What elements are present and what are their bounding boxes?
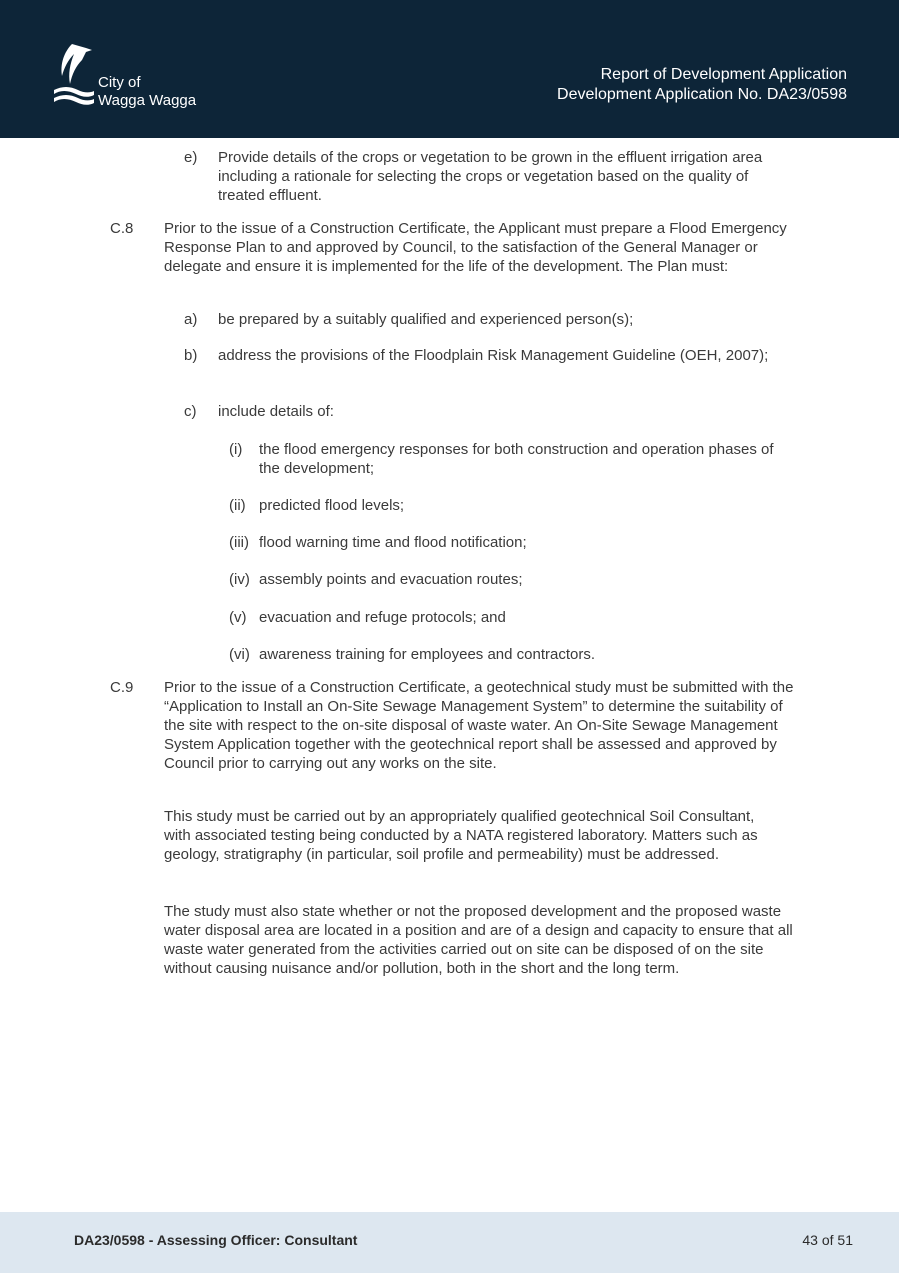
page-header <box>0 0 899 138</box>
list-marker: a) <box>184 311 198 328</box>
condition-text: Prior to the issue of a Construction Certificate, the Applicant must prepare a Flood Emergency Response Plan to and approved by Council, to the satisfaction of the General Manager or delegate and ensure it is implemented for the life of the development. The Plan must: <box>164 220 787 275</box>
condition-number: C.8 <box>110 220 134 237</box>
condition-number: C.9 <box>110 679 134 696</box>
sub-list-marker: (ii) <box>229 497 246 514</box>
page-number: 43 of 51 <box>802 1232 853 1248</box>
paragraph: The study must also state whether or not the proposed development and the proposed waste water disposal area are located in a position and are of a design and capacity to ensure that all waste water generated from the activities carried out on site can be disposed of on the site without causing nuisance and/or pollution, both in the short and the long term. <box>164 903 793 977</box>
page-footer <box>0 1212 899 1273</box>
paragraph: This study must be carried out by an appropriately qualified geotechnical Soil Consultant, with associated testing being conducted by a NATA registered laboratory. Matters such as geology, stratigraphy (in particular, soil profile and permeability) must be addressed. <box>164 808 758 863</box>
sub-list-marker: (i) <box>229 441 243 458</box>
condition-text: Prior to the issue of a Construction Certificate, a geotechnical study must be submitted with the “Application to Install an On-Site Sewage Management System” to determine the suitability of the site with respect to the on-site disposal of waste water. An On-Site Sewage Management System Application together with the geotechnical report shall be assessed and approved by Council prior to carrying out any works on the site. <box>164 679 794 772</box>
list-item-text: address the provisions of the Floodplain Risk Management Guideline (OEH, 2007); <box>218 347 769 364</box>
sub-list-item-text: flood warning time and flood notification; <box>259 534 527 551</box>
crow-logo-icon <box>52 42 94 108</box>
list-marker: e) <box>184 149 198 166</box>
logo-line-1: City of <box>98 74 141 91</box>
application-number: Development Application No. DA23/0598 <box>557 86 847 103</box>
sub-list-marker: (iii) <box>229 534 249 551</box>
list-item-text: include details of: <box>218 403 334 420</box>
list-marker: b) <box>184 347 198 364</box>
council-logo <box>52 42 222 112</box>
sub-list-item-text: awareness training for employees and contractors. <box>259 646 596 663</box>
sub-list-item-text: predicted flood levels; <box>259 497 405 514</box>
footer-reference: DA23/0598 - Assessing Officer: Consultant <box>74 1232 358 1248</box>
sub-list-item-text: assembly points and evacuation routes; <box>259 571 523 588</box>
logo-line-2: Wagga Wagga <box>98 92 197 109</box>
sub-list-item-text: evacuation and refuge protocols; and <box>259 609 506 626</box>
logo-text <box>98 74 196 110</box>
header-title-block <box>557 65 847 105</box>
report-title: Report of Development Application <box>600 66 847 83</box>
sub-list-marker: (iv) <box>229 571 250 588</box>
sub-list-item-text: the flood emergency responses for both construction and operation phases of the development; <box>259 441 774 477</box>
list-item-text: be prepared by a suitably qualified and experienced person(s); <box>218 311 634 328</box>
list-marker: c) <box>184 403 197 420</box>
list-item-text: Provide details of the crops or vegetation to be grown in the effluent irrigation area including a rationale for selecting the crops or vegetation based on the quality of treated effluent. <box>218 149 763 204</box>
sub-list-marker: (v) <box>229 609 247 626</box>
sub-list-marker: (vi) <box>229 646 250 663</box>
